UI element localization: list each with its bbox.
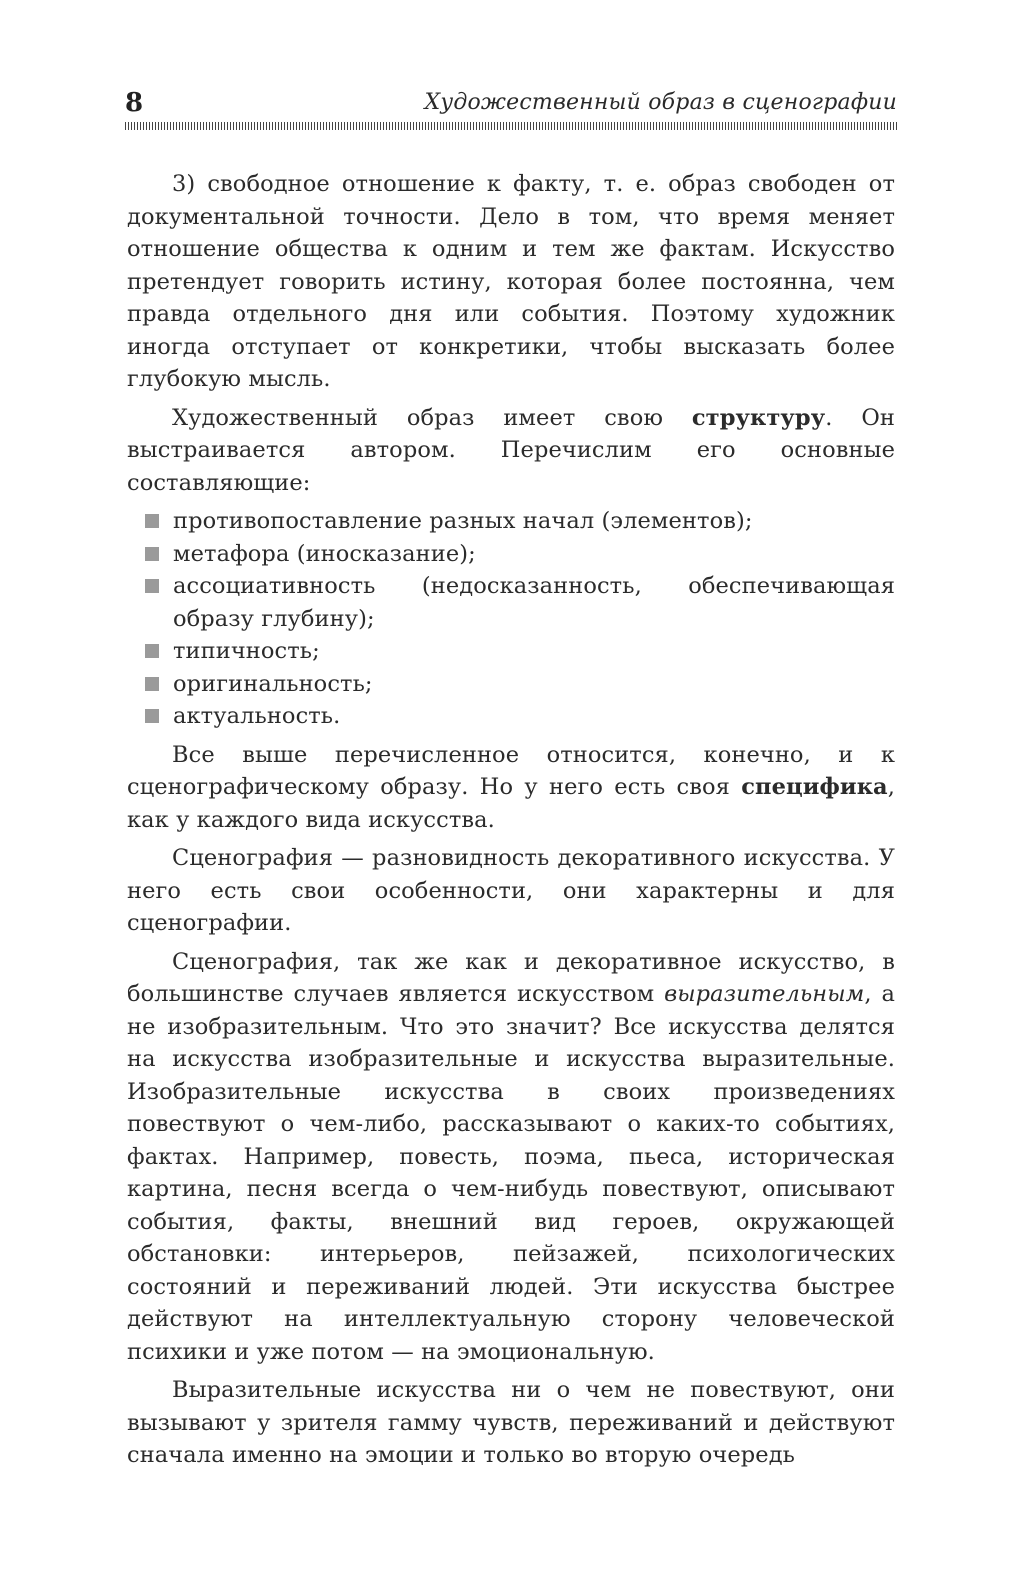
- paragraph: [127, 739, 895, 837]
- paragraph: [127, 946, 895, 1369]
- square-bullet-icon: [145, 579, 159, 593]
- paragraph-text: Сценография, так же как и декоративное искусство, в большинстве случаев является искусством: [127, 948, 895, 1007]
- page-number: 8: [125, 88, 144, 118]
- paragraph-text: Все выше перечисленное относится, конечно, и к сценографическому образу. Но у него есть своя: [127, 741, 895, 800]
- page-body: [127, 168, 895, 1478]
- bold-term: структуру: [691, 404, 826, 431]
- list-item-text: противопоставление разных начал (элементов);: [173, 508, 753, 534]
- running-header: [125, 88, 897, 118]
- list-item-text: метафора (иносказание);: [173, 540, 476, 567]
- bullet-list: [127, 505, 895, 733]
- list-item: [127, 570, 895, 635]
- list-item-text: оригинальность;: [173, 670, 373, 697]
- paragraph: [127, 402, 895, 500]
- square-bullet-icon: [145, 644, 159, 658]
- bold-term: специфика: [741, 774, 888, 800]
- paragraph-text: . Он выстраивается автором. Перечислим его основные составляющие:: [127, 404, 895, 496]
- running-title: Художественный образ в сценографии: [424, 90, 897, 115]
- square-bullet-icon: [145, 547, 159, 561]
- list-item: [127, 538, 895, 571]
- paragraph-text: Выразительные искусства ни о чем не повествуют, они вызывают у зрителя гамму чувств, переживаний и действуют сначала именно на эмоции и только во вторую очередь: [127, 1377, 895, 1468]
- list-item: [127, 700, 895, 733]
- paragraph-text: , а не изобразительным. Что это значит? Все искусства делятся на искусства изобразительные и искусства выразительные. Изобразительные искусства в своих произведениях повествуют о чем-либо, рассказывают о каких-то событиях, фактах. Например, повесть, поэма, пьеса, историческая картина, песня всегда о чем-нибудь повествуют, описывают события, факты, внешний вид героев, окружающей обстановки: интерьеров, пейзажей, психологических состояний и переживаний людей. Эти искусства быстрее действуют на интеллектуальную сторону человеческой психики и уже потом — на эмоциональную.: [127, 981, 895, 1365]
- square-bullet-icon: [145, 514, 159, 528]
- list-item: [127, 505, 895, 538]
- list-item: [127, 668, 895, 701]
- list-item: [127, 635, 895, 668]
- paragraph-text: Сценография — разновидность декоративного искусства. У него есть свои особенности, они характерны и для сценографии.: [127, 845, 895, 936]
- paragraph: [127, 1374, 895, 1472]
- paragraph: [127, 168, 895, 396]
- list-item-text: актуальность.: [173, 703, 341, 729]
- list-item-text: ассоциативность (недосказанность, обеспечивающая образу глубину);: [173, 573, 895, 632]
- square-bullet-icon: [145, 709, 159, 723]
- header-rule: [125, 122, 897, 130]
- paragraph-text: , как у каждого вида искусства.: [127, 774, 895, 833]
- paragraph-text: 3) свободное отношение к факту, т. е. образ свободен от документальной точности. Дело в том, что время меняет отношение общества к одним и тем же фактам. Искусство претендует говорить истину, которая более постоянна, чем правда отдельного дня или события. Поэтому художник иногда отступает от конкретики, чтобы высказать более глубокую мысль.: [127, 171, 895, 392]
- italic-term: выразительным: [664, 981, 865, 1007]
- paragraph: [127, 842, 895, 940]
- list-item-text: типичность;: [173, 638, 320, 664]
- square-bullet-icon: [145, 677, 159, 691]
- paragraph-text: Художественный образ имеет свою: [172, 404, 692, 431]
